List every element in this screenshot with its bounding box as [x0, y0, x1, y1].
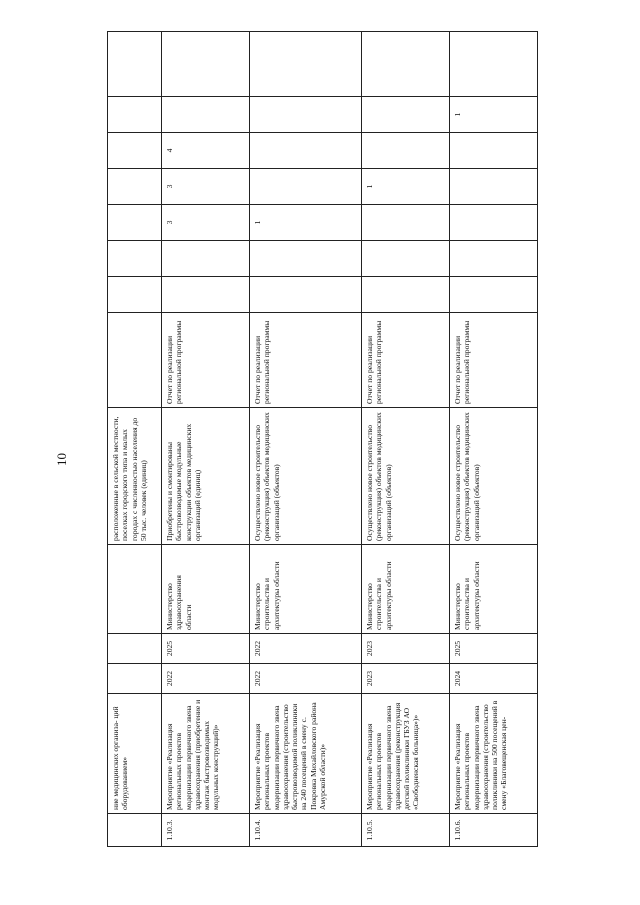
value-cell-4 — [108, 133, 162, 169]
result-cell: расположенные в сельской местности, поселках городского типа и малых городах с численностью населения до 50 тыс. человек (единиц) — [108, 408, 162, 545]
measure-name-cell: ние медицинских организа- ций оборудованием» — [108, 694, 162, 814]
table-row — [450, 32, 538, 847]
value-cell-3 — [450, 169, 538, 205]
responsible-cell: Министерство строительства и архитектуры области — [250, 545, 362, 634]
start-year-cell: 2024 — [450, 664, 538, 694]
value-cell-2 — [450, 205, 538, 241]
value-cell-2: 3 — [162, 205, 250, 241]
row-id-cell: 1.10.4. — [250, 814, 362, 847]
value-cell-2 — [108, 205, 162, 241]
value-cell-1 — [162, 241, 250, 277]
responsible-cell: Министерство здравоохранения области — [162, 545, 250, 634]
table-row — [162, 32, 250, 847]
report-doc-cell: Отчет по реализации региональной программы — [362, 313, 450, 408]
result-cell: Осуществлено новое строительство (реконструкция) объектов медицинских организаций (объектов) — [362, 408, 450, 545]
measure-name-cell: Мероприятие «Реализация региональных проектов модернизации первичного звена здравоохранения (строительство быстровозводимой поликлиники на 240 посещений в смену с. Покровка Михайловского района Амурской области)» — [250, 694, 362, 814]
responsible-cell: Министерство строительства и архитектуры области — [450, 545, 538, 634]
measures-table — [107, 31, 538, 847]
measure-name-cell: Мероприятие «Реализация региональных проектов модернизации первичного звена здравоохранения (реконструкция детской поликлиники ГБУЗ АО «Свободненская больница»)» — [362, 694, 450, 814]
value-cell-4 — [450, 133, 538, 169]
start-year-cell: 2022 — [250, 664, 362, 694]
page-number: 10 — [54, 453, 69, 466]
rotated-table-wrapper — [107, 57, 537, 847]
value-cell-6 — [450, 32, 538, 97]
result-cell: Осуществлено новое строительство (реконструкция) объектов медицинских организаций (объектов) — [450, 408, 538, 545]
value-cell-0 — [362, 277, 450, 313]
responsible-cell — [108, 545, 162, 634]
value-cell-3: 1 — [362, 169, 450, 205]
value-cell-5: 1 — [450, 97, 538, 133]
measure-name-cell: Мероприятие «Реализация региональных проектов модернизации первичного звена здравоохранения (строительство поликлиники на 500 посещений в смену «Благовещенская цен- — [450, 694, 538, 814]
table-row — [250, 32, 362, 847]
value-cell-2: 1 — [250, 205, 362, 241]
value-cell-5 — [108, 97, 162, 133]
value-cell-1 — [362, 241, 450, 277]
row-id-cell: 1.10.3. — [162, 814, 250, 847]
value-cell-6 — [362, 32, 450, 97]
end-year-cell: 2023 — [362, 634, 450, 664]
value-cell-6 — [108, 32, 162, 97]
value-cell-2 — [362, 205, 450, 241]
value-cell-4: 4 — [162, 133, 250, 169]
row-id-cell: 1.10.5. — [362, 814, 450, 847]
responsible-cell: Министерство строительства и архитектуры области — [362, 545, 450, 634]
value-cell-3 — [108, 169, 162, 205]
table-row — [362, 32, 450, 847]
start-year-cell: 2023 — [362, 664, 450, 694]
table-row — [108, 32, 162, 847]
value-cell-1 — [250, 241, 362, 277]
value-cell-5 — [162, 97, 250, 133]
value-cell-0 — [162, 277, 250, 313]
value-cell-6 — [162, 32, 250, 97]
row-id-cell — [108, 814, 162, 847]
value-cell-0 — [108, 277, 162, 313]
start-year-cell: 2022 — [162, 664, 250, 694]
end-year-cell: 2022 — [250, 634, 362, 664]
value-cell-1 — [108, 241, 162, 277]
value-cell-5 — [362, 97, 450, 133]
report-doc-cell: Отчет по реализации региональной программы — [450, 313, 538, 408]
value-cell-4 — [250, 133, 362, 169]
result-cell: Осуществлено новое строительство (реконструкция) объектов медицинских организаций (объектов) — [250, 408, 362, 545]
end-year-cell — [108, 634, 162, 664]
end-year-cell: 2025 — [162, 634, 250, 664]
value-cell-4 — [362, 133, 450, 169]
value-cell-5 — [250, 97, 362, 133]
report-doc-cell: Отчет по реализации региональной программы — [250, 313, 362, 408]
value-cell-0 — [450, 277, 538, 313]
report-doc-cell: Отчет по реализации региональной программы — [162, 313, 250, 408]
measure-name-cell: Мероприятие «Реализация региональных проектов модернизации первичного звена здравоохранения (приобретение и монтаж быстровозводимых модульных конструкций)» — [162, 694, 250, 814]
report-doc-cell — [108, 313, 162, 408]
value-cell-3 — [250, 169, 362, 205]
result-cell: Приобретены и смонтированы быстровозводимые модульные конструкции объектов медицинских организаций (единиц) — [162, 408, 250, 545]
start-year-cell — [108, 664, 162, 694]
value-cell-3: 3 — [162, 169, 250, 205]
value-cell-6 — [250, 32, 362, 97]
value-cell-0 — [250, 277, 362, 313]
value-cell-1 — [450, 241, 538, 277]
end-year-cell: 2025 — [450, 634, 538, 664]
row-id-cell: 1.10.6. — [450, 814, 538, 847]
